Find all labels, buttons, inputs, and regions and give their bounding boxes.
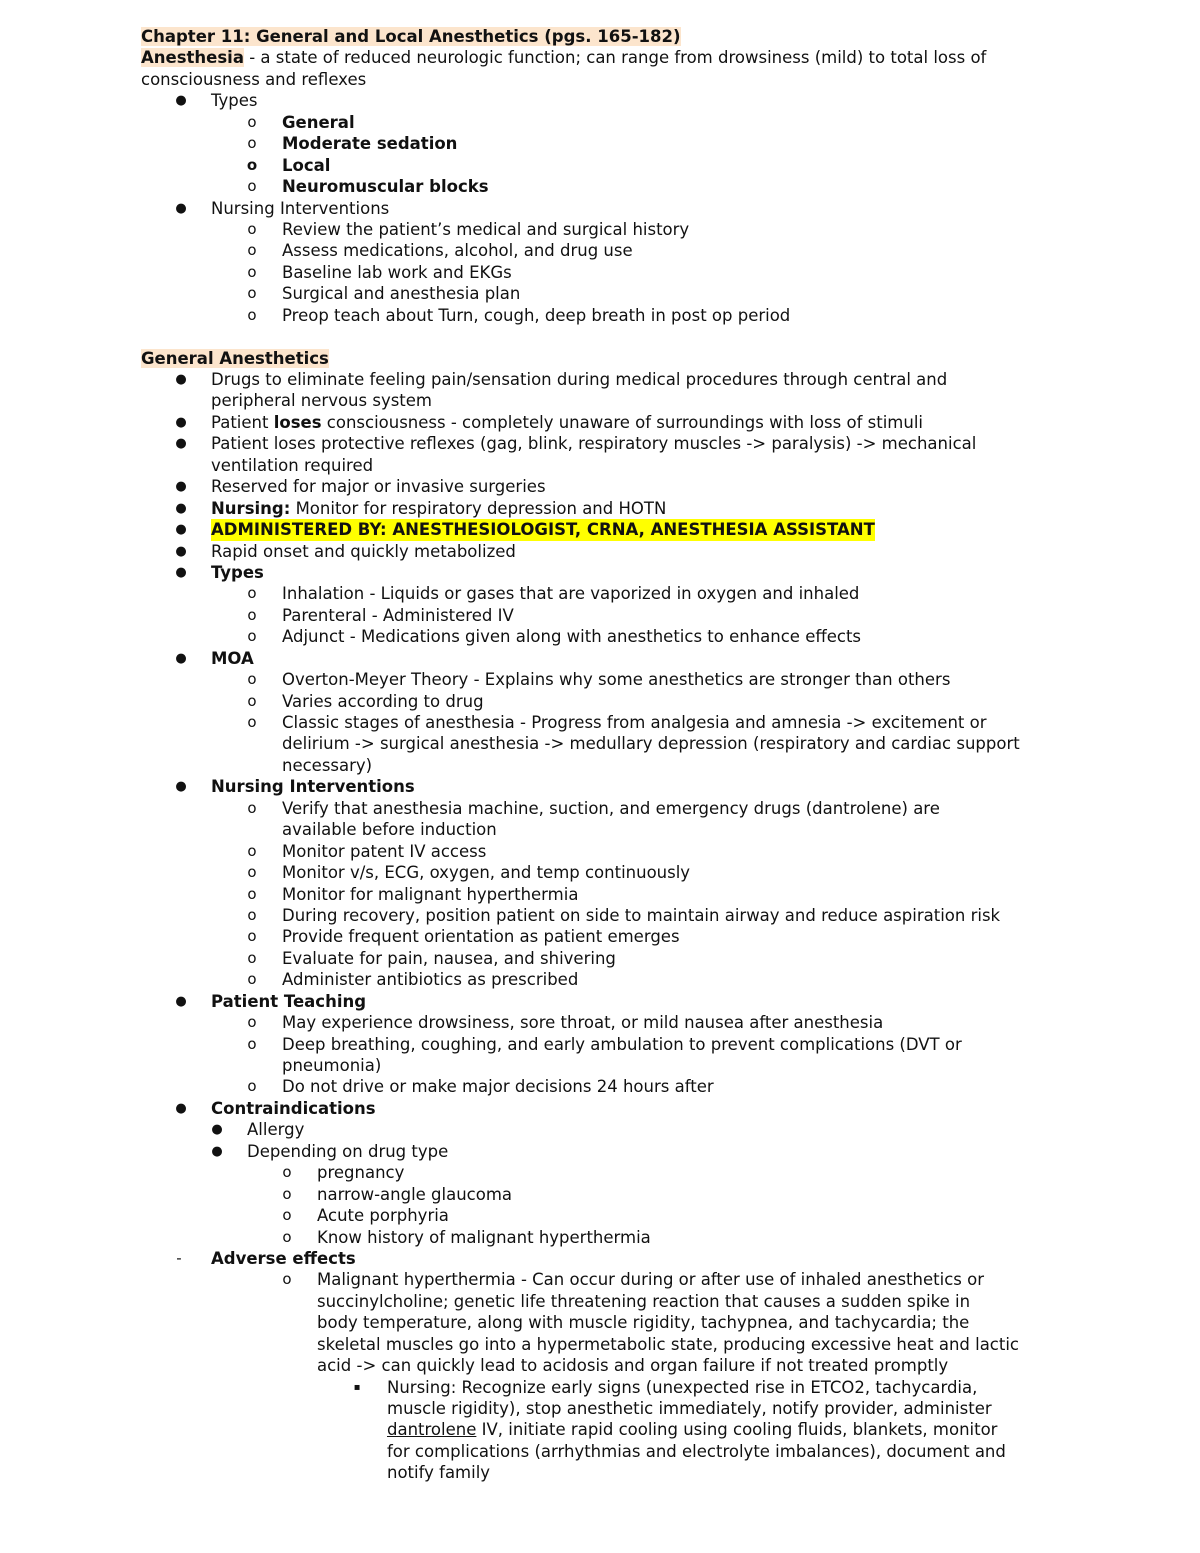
circle-bullet-icon: o [247,970,257,989]
nursing-label: Nursing Interventions [211,198,390,218]
moa-text: Classic stages of anesthesia - Progress from analgesia and amnesia -> excitement or [282,713,987,732]
general-nursing-text: During recovery, position patient on side to maintain airway and reduce aspiration risk [282,905,1001,925]
mh-nursing-item-cont [141,1419,1071,1440]
circle-bullet-icon: o [247,241,257,260]
circle-bullet-icon: o [247,605,257,624]
moa-label: MOA [211,648,254,668]
contra-sub-item [141,1162,1071,1183]
circle-bullet-icon: o [247,863,257,882]
bullet-dot-icon: ● [175,1100,187,1116]
mh-item-cont [141,1334,1071,1355]
general-nursing-item [141,798,1071,819]
general-bullet-text: Reserved for major or invasive surgeries [211,477,546,497]
general-bullet [141,476,1071,497]
contra-sub-text: Know history of malignant hyperthermia [317,1227,651,1247]
bullet-nursing-interventions [141,198,1071,219]
circle-bullet-icon: o [247,798,257,817]
general-nursing-text: Monitor for malignant hyperthermia [282,884,579,904]
general-nursing-item [141,841,1071,862]
circle-bullet-icon: o [247,948,257,967]
mh-nursing-item [141,1377,1071,1398]
bullet-dot-icon: ● [211,1143,223,1159]
teaching-text: Do not drive or make major decisions 24 hours after [282,1077,714,1097]
general-types-text: Inhalation - Liquids or gases that are vaporized in oxygen and inhaled [282,584,860,604]
moa-item [141,669,1071,690]
circle-bullet-icon: o [247,219,257,238]
circle-bullet-icon: o [247,134,257,153]
contra-bullet [141,1098,1071,1119]
nursing-item [141,283,1071,304]
chapter-title-line [141,26,1071,47]
general-nursing-text: Evaluate for pain, nausea, and shivering [282,948,616,968]
contra-sub-text: pregnancy [317,1163,405,1183]
general-bullet-highlighted [141,519,1071,540]
contra-sub-text: narrow-angle glaucoma [317,1184,513,1204]
mh-nursing-text: for complications (arrhythmias and electrolyte imbalances), document and [387,1441,1006,1461]
moa-text: delirium -> surgical anesthesia -> medullary depression (respiratory and cardiac support [282,734,1020,754]
contra-label: Contraindications [211,1098,376,1118]
circle-bullet-icon: o [247,1077,257,1096]
general-nursing-text: Provide frequent orientation as patient emerges [282,927,680,947]
circle-bullet-icon: o [282,1270,292,1289]
general-bullet [141,541,1071,562]
circle-bullet-icon: o [247,284,257,303]
teaching-text: pneumonia) [282,1056,382,1075]
circle-bullet-icon: o [247,177,257,196]
circle-bullet-icon: o [282,1163,292,1182]
circle-bullet-icon: o [247,905,257,924]
circle-bullet-icon: o [282,1227,292,1246]
moa-item [141,691,1071,712]
mh-item [141,1269,1071,1290]
circle-bullet-icon: o [247,927,257,946]
general-bullet-text: Rapid onset and quickly metabolized [211,541,516,561]
moa-item-cont [141,755,1071,776]
mh-nursing-text: notify family [387,1463,491,1483]
mh-text: body temperature, along with muscle rigidity, tachypnea, and tachycardia; the [317,1313,970,1333]
general-bullet [141,412,1071,433]
mh-nursing-item-cont [141,1398,1071,1419]
types-item-text: Moderate sedation [282,134,458,154]
general-nursing-item-cont [141,819,1071,840]
dash-bullet-icon: - [176,1248,182,1267]
definition-text: - a state of reduced neurologic function; can range from drowsiness (mild) to total loss of [243,48,987,68]
nursing-item [141,219,1071,240]
general-bullet-cont [141,455,1071,476]
circle-bullet-icon: o [247,670,257,689]
bullet-dot-icon: ● [175,500,187,516]
types-item [141,155,1071,176]
nursing-item-text: Assess medications, alcohol, and drug use [282,241,633,261]
circle-bullet-icon: o [247,713,257,731]
nursing-item-text: Baseline lab work and EKGs [282,262,512,282]
text-run: consciousness - completely unaware of surroundings with loss of stimuli [321,412,923,432]
general-bullet-text: Drugs to eliminate feeling pain/sensation during medical procedures through central and [211,370,948,389]
circle-bullet-icon: o [247,112,257,131]
mh-item-cont [141,1291,1071,1312]
spacer [141,326,1071,347]
types-item-text: General [282,112,355,132]
circle-bullet-icon: o [282,1206,292,1225]
general-heading-line [141,348,1071,369]
general-nursing-item [141,862,1071,883]
mh-text: succinylcholine; genetic life threatening reaction that causes a sudden spike in [317,1291,971,1311]
circle-bullet-icon: o [247,691,257,710]
bullet-dot-icon: ● [175,200,187,216]
general-bullet [141,369,1071,390]
teaching-label: Patient Teaching [211,991,367,1011]
moa-text: Varies according to drug [282,691,484,711]
circle-bullet-icon: o [247,305,257,324]
circle-bullet-icon: o [247,1034,257,1053]
general-types-item [141,583,1071,604]
nursing-item [141,240,1071,261]
general-nursing-item [141,905,1071,926]
adverse-label: Adverse effects [211,1248,356,1268]
square-bullet-icon: ▪ [353,1381,361,1393]
general-nursing-text: Administer antibiotics as prescribed [282,970,579,990]
bullet-dot-icon: ● [175,479,187,495]
circle-bullet-icon: o [282,1184,292,1203]
mh-text: acid -> can quickly lead to acidosis and organ failure if not treated promptly [317,1356,949,1376]
general-nursing-text: available before induction [282,820,497,840]
types-item [141,133,1071,154]
general-nursing-text: Monitor patent IV access [282,841,487,861]
general-nursing-item [141,969,1071,990]
administered-by-text: ADMINISTERED BY: ANESTHESIOLOGIST, CRNA, ANESTHESIA ASSISTANT [211,520,875,540]
general-bullet-cont [141,390,1071,411]
circle-bullet-icon: o [246,155,258,174]
bullet-dot-icon: ● [175,993,187,1009]
general-nursing-item [141,884,1071,905]
types-item-text: Neuromuscular blocks [282,177,489,197]
mh-nursing-item-cont [141,1441,1071,1462]
nursing-item-text: Preop teach about Turn, cough, deep breath in post op period [282,305,791,325]
bullet-dot-icon: ● [175,93,187,109]
adverse-bullet [141,1248,1071,1269]
circle-bullet-icon: o [247,841,257,860]
mh-nursing-item-cont [141,1462,1071,1483]
moa-bullet [141,648,1071,669]
general-types-bullet [141,562,1071,583]
general-bullet-text [211,498,666,519]
bullet-types [141,90,1071,111]
teaching-item-cont [141,1055,1071,1076]
nursing-item [141,262,1071,283]
contra-item [141,1119,1071,1140]
general-nursing-bullet [141,776,1071,797]
contra-text: Allergy [247,1120,305,1140]
nursing-item [141,305,1071,326]
general-types-item [141,605,1071,626]
mh-item-cont [141,1312,1071,1333]
teaching-text: Deep breathing, coughing, and early ambulation to prevent complications (DVT or [282,1034,962,1054]
types-item [141,112,1071,133]
contra-sub-item [141,1184,1071,1205]
anesthesia-definition [141,47,1071,68]
text-run-bold: Nursing: [211,498,291,518]
bullet-dot-icon: ● [175,779,187,795]
bullet-dot-icon: ● [175,522,187,538]
definition-term: Anesthesia [141,48,244,68]
general-types-item [141,626,1071,647]
mh-text: Malignant hyperthermia - Can occur during or after use of inhaled anesthetics or [317,1270,984,1290]
bullet-dot-icon: ● [175,543,187,559]
general-types-text: Adjunct - Medications given along with anesthetics to enhance effects [282,627,862,647]
circle-bullet-icon: o [247,262,257,281]
general-bullet [141,498,1071,519]
mh-nursing-text: Nursing: Recognize early signs (unexpected rise in ETCO2, tachycardia, [387,1377,978,1397]
teaching-bullet [141,991,1071,1012]
mh-text: skeletal muscles go into a hypermetabolic state, producing excessive heat and lactic [317,1334,1020,1354]
general-nursing-item [141,926,1071,947]
text-run: Monitor for respiratory depression and HOTN [290,498,667,518]
contra-sub-item [141,1205,1071,1226]
teaching-item [141,1034,1071,1055]
general-nursing-text: Verify that anesthesia machine, suction, and emergency drugs (dantrolene) are [282,798,940,818]
nursing-item-text: Surgical and anesthesia plan [282,284,521,304]
mh-item-cont [141,1355,1071,1376]
general-bullet-text [211,412,923,433]
teaching-item [141,1076,1071,1097]
contra-sub-item [141,1227,1071,1248]
bullet-dot-icon: ● [175,372,187,387]
general-nursing-text: Monitor v/s, ECG, oxygen, and temp continuously [282,863,691,883]
moa-item [141,712,1071,733]
text-run: Patient [211,412,274,432]
contra-item [141,1141,1071,1162]
contra-text: Depending on drug type [247,1141,449,1161]
chapter-title: Chapter 11: General and Local Anesthetics (pgs. 165-182) [141,27,681,46]
types-label: Types [211,91,258,111]
bullet-dot-icon: ● [211,1122,223,1138]
bullet-dot-icon: ● [175,414,187,430]
general-anesthetics-heading: General Anesthetics [141,348,329,368]
moa-item-cont [141,733,1071,754]
document-page [141,26,1071,1484]
general-types-label: Types [211,562,264,582]
bullet-dot-icon: ● [175,564,187,580]
general-types-text: Parenteral - Administered IV [282,605,514,625]
text-run: IV, initiate rapid cooling using cooling fluids, blankets, monitor [476,1420,998,1440]
circle-bullet-icon: o [247,584,257,603]
moa-text: Overton-Meyer Theory - Explains why some anesthetics are stronger than others [282,670,951,690]
moa-text: necessary) [282,755,373,775]
bullet-dot-icon: ● [175,650,187,666]
general-bullet-text: Patient loses protective reflexes (gag, blink, respiratory muscles -> paralysis) -> mechanical [211,434,977,454]
general-bullet-text: ventilation required [211,455,374,475]
circle-bullet-icon: o [247,884,257,903]
dantrolene-underlined: dantrolene [387,1420,477,1440]
teaching-text: May experience drowsiness, sore throat, or mild nausea after anesthesia [282,1013,884,1033]
general-bullet [141,433,1071,454]
circle-bullet-icon: o [247,627,257,646]
types-item [141,176,1071,197]
general-nursing-item [141,948,1071,969]
general-nursing-label: Nursing Interventions [211,777,415,797]
general-bullet-text: peripheral nervous system [211,391,433,411]
teaching-item [141,1012,1071,1033]
nursing-item-text: Review the patient’s medical and surgical history [282,219,690,239]
bullet-dot-icon: ● [175,436,187,452]
anesthesia-definition-cont [141,69,1071,90]
contra-sub-text: Acute porphyria [317,1206,449,1226]
mh-nursing-text [387,1419,997,1440]
text-run-bold: loses [273,412,322,432]
types-item-text: Local [282,155,331,175]
mh-nursing-text: muscle rigidity), stop anesthetic immediately, notify provider, administer [387,1399,992,1418]
circle-bullet-icon: o [247,1013,257,1032]
definition-text-cont: consciousness and reflexes [141,69,367,89]
